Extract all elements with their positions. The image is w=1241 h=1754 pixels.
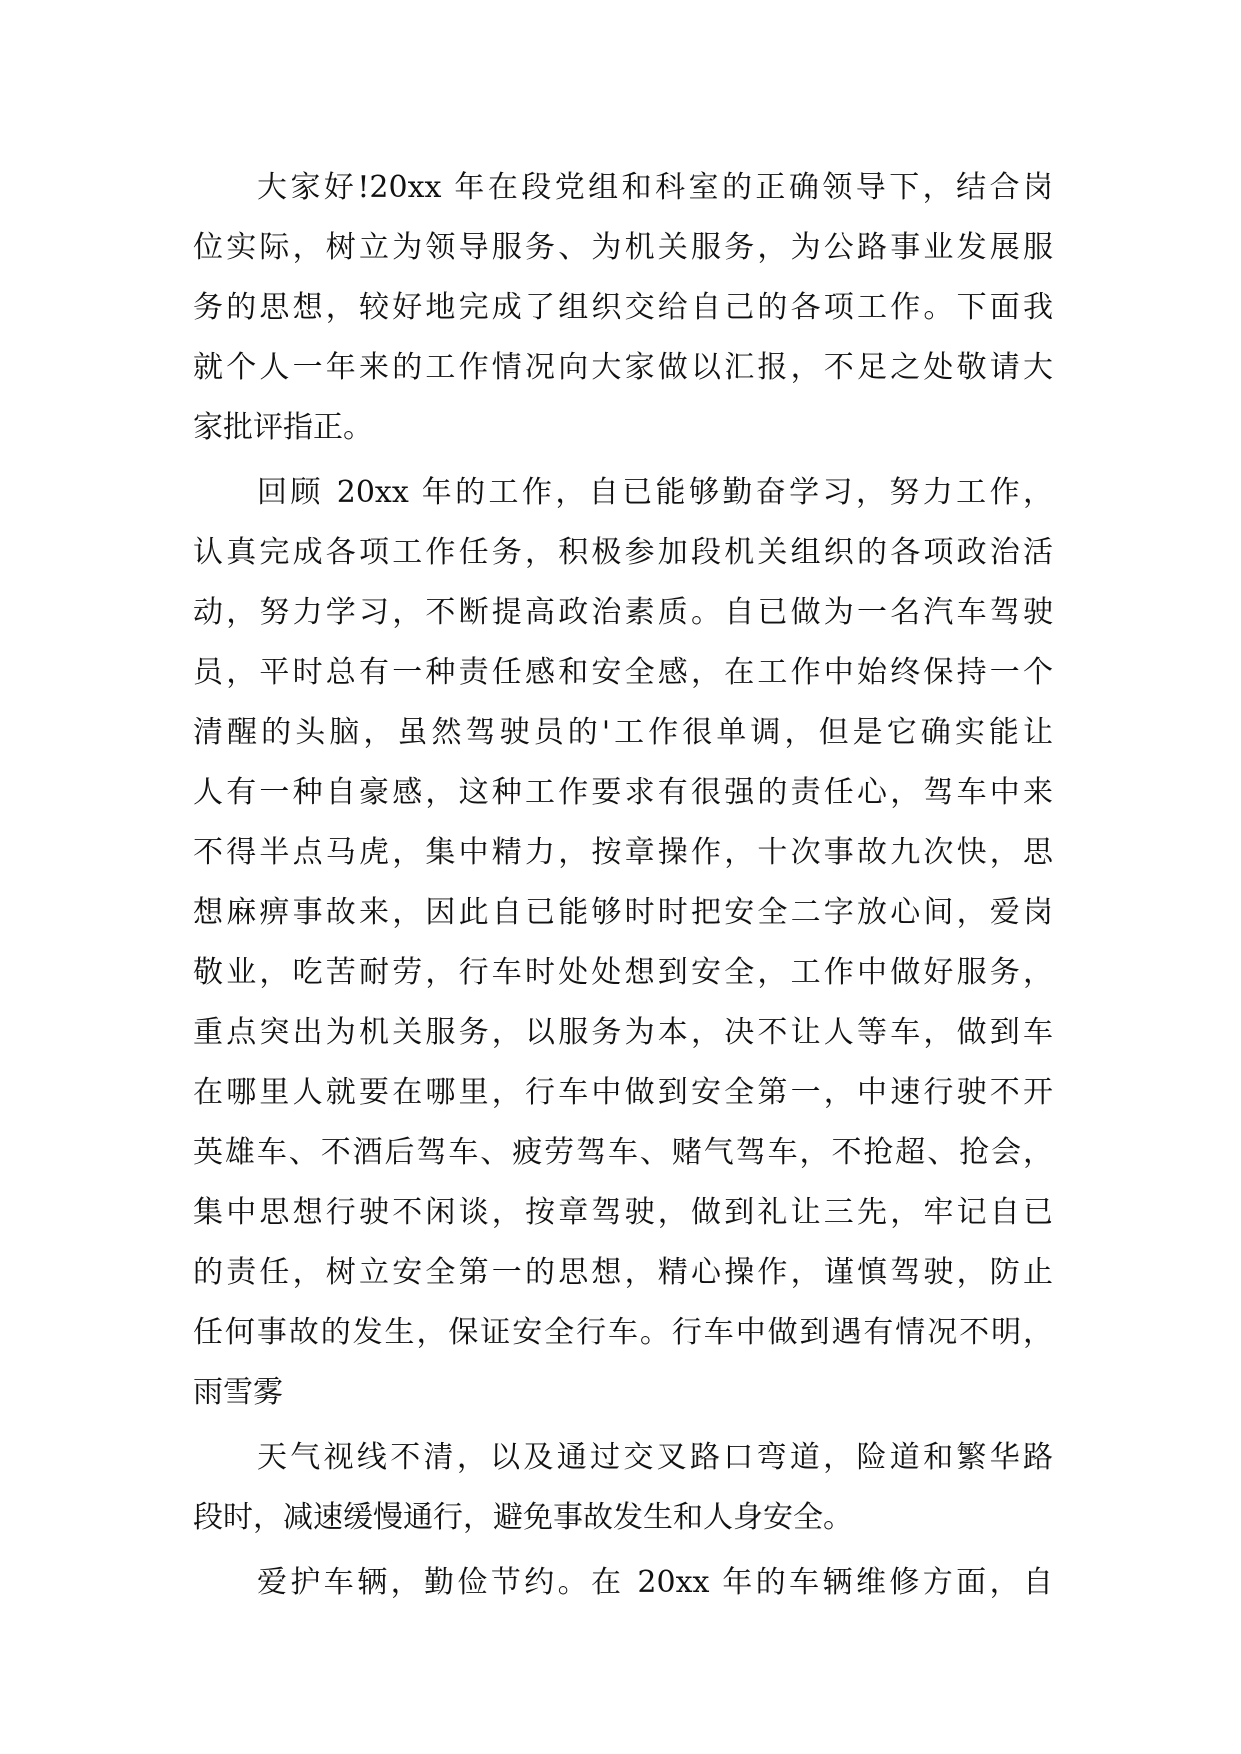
paragraph-3-line-1: 天气视线不清，以及通过交叉路口弯道，险道和繁华路 — [257, 1440, 1053, 1475]
paragraph-2-line-12: 英雄车、不酒后驾车、疲劳驾车、赌气驾车，不抢超、抢会， — [193, 1135, 1053, 1170]
paragraph-2-line-9: 敬业，吃苦耐劳，行车时处处想到安全，工作中做好服务， — [193, 955, 1053, 990]
paragraph-2-line-6: 人有一种自豪感，这种工作要求有很强的责任心，驾车中来 — [193, 775, 1053, 810]
paragraph-2-line-11: 在哪里人就要在哪里，行车中做到安全第一，中速行驶不开 — [193, 1075, 1053, 1110]
paragraph-2-line-8: 想麻痹事故来，因此自已能够时时把安全二字放心间，爱岗 — [193, 895, 1053, 930]
paragraph-2-line-1: 回顾 20xx 年的工作，自已能够勤奋学习，努力工作， — [257, 475, 1053, 510]
paragraph-1-line-3: 务的思想，较好地完成了组织交给自己的各项工作。下面我 — [193, 290, 1053, 325]
paragraph-1-line-5: 家批评指正。 — [193, 410, 373, 445]
paragraph-3-line-2: 段时，减速缓慢通行，避免事故发生和人身安全。 — [193, 1500, 853, 1535]
paragraph-2-line-4: 员，平时总有一种责任感和安全感，在工作中始终保持一个 — [193, 655, 1053, 690]
paragraph-2-line-7: 不得半点马虎，集中精力，按章操作，十次事故九次快，思 — [193, 835, 1053, 870]
paragraph-4-line-1: 爱护车辆，勤俭节约。在 20xx 年的车辆维修方面，自 — [257, 1565, 1053, 1600]
paragraph-2-line-16: 雨雪雾 — [193, 1375, 283, 1410]
paragraph-1-line-2: 位实际，树立为领导服务、为机关服务，为公路事业发展服 — [193, 230, 1053, 265]
paragraph-2-line-2: 认真完成各项工作任务，积极参加段机关组织的各项政治活 — [193, 535, 1053, 570]
paragraph-1-line-4: 就个人一年来的工作情况向大家做以汇报，不足之处敬请大 — [193, 350, 1053, 385]
paragraph-2-line-3: 动，努力学习，不断提高政治素质。自已做为一名汽车驾驶 — [193, 595, 1053, 630]
paragraph-2-line-14: 的责任，树立安全第一的思想，精心操作，谨慎驾驶，防止 — [193, 1255, 1053, 1290]
paragraph-2-line-15: 任何事故的发生，保证安全行车。行车中做到遇有情况不明， — [193, 1315, 1053, 1350]
paragraph-1-line-1: 大家好!20xx 年在段党组和科室的正确领导下，结合岗 — [257, 170, 1053, 205]
paragraph-2-line-10: 重点突出为机关服务，以服务为本，决不让人等车，做到车 — [193, 1015, 1053, 1050]
paragraph-2-line-5: 清醒的头脑，虽然驾驶员的'工作很单调，但是它确实能让 — [193, 715, 1053, 750]
paragraph-2-line-13: 集中思想行驶不闲谈，按章驾驶，做到礼让三先，牢记自已 — [193, 1195, 1053, 1230]
